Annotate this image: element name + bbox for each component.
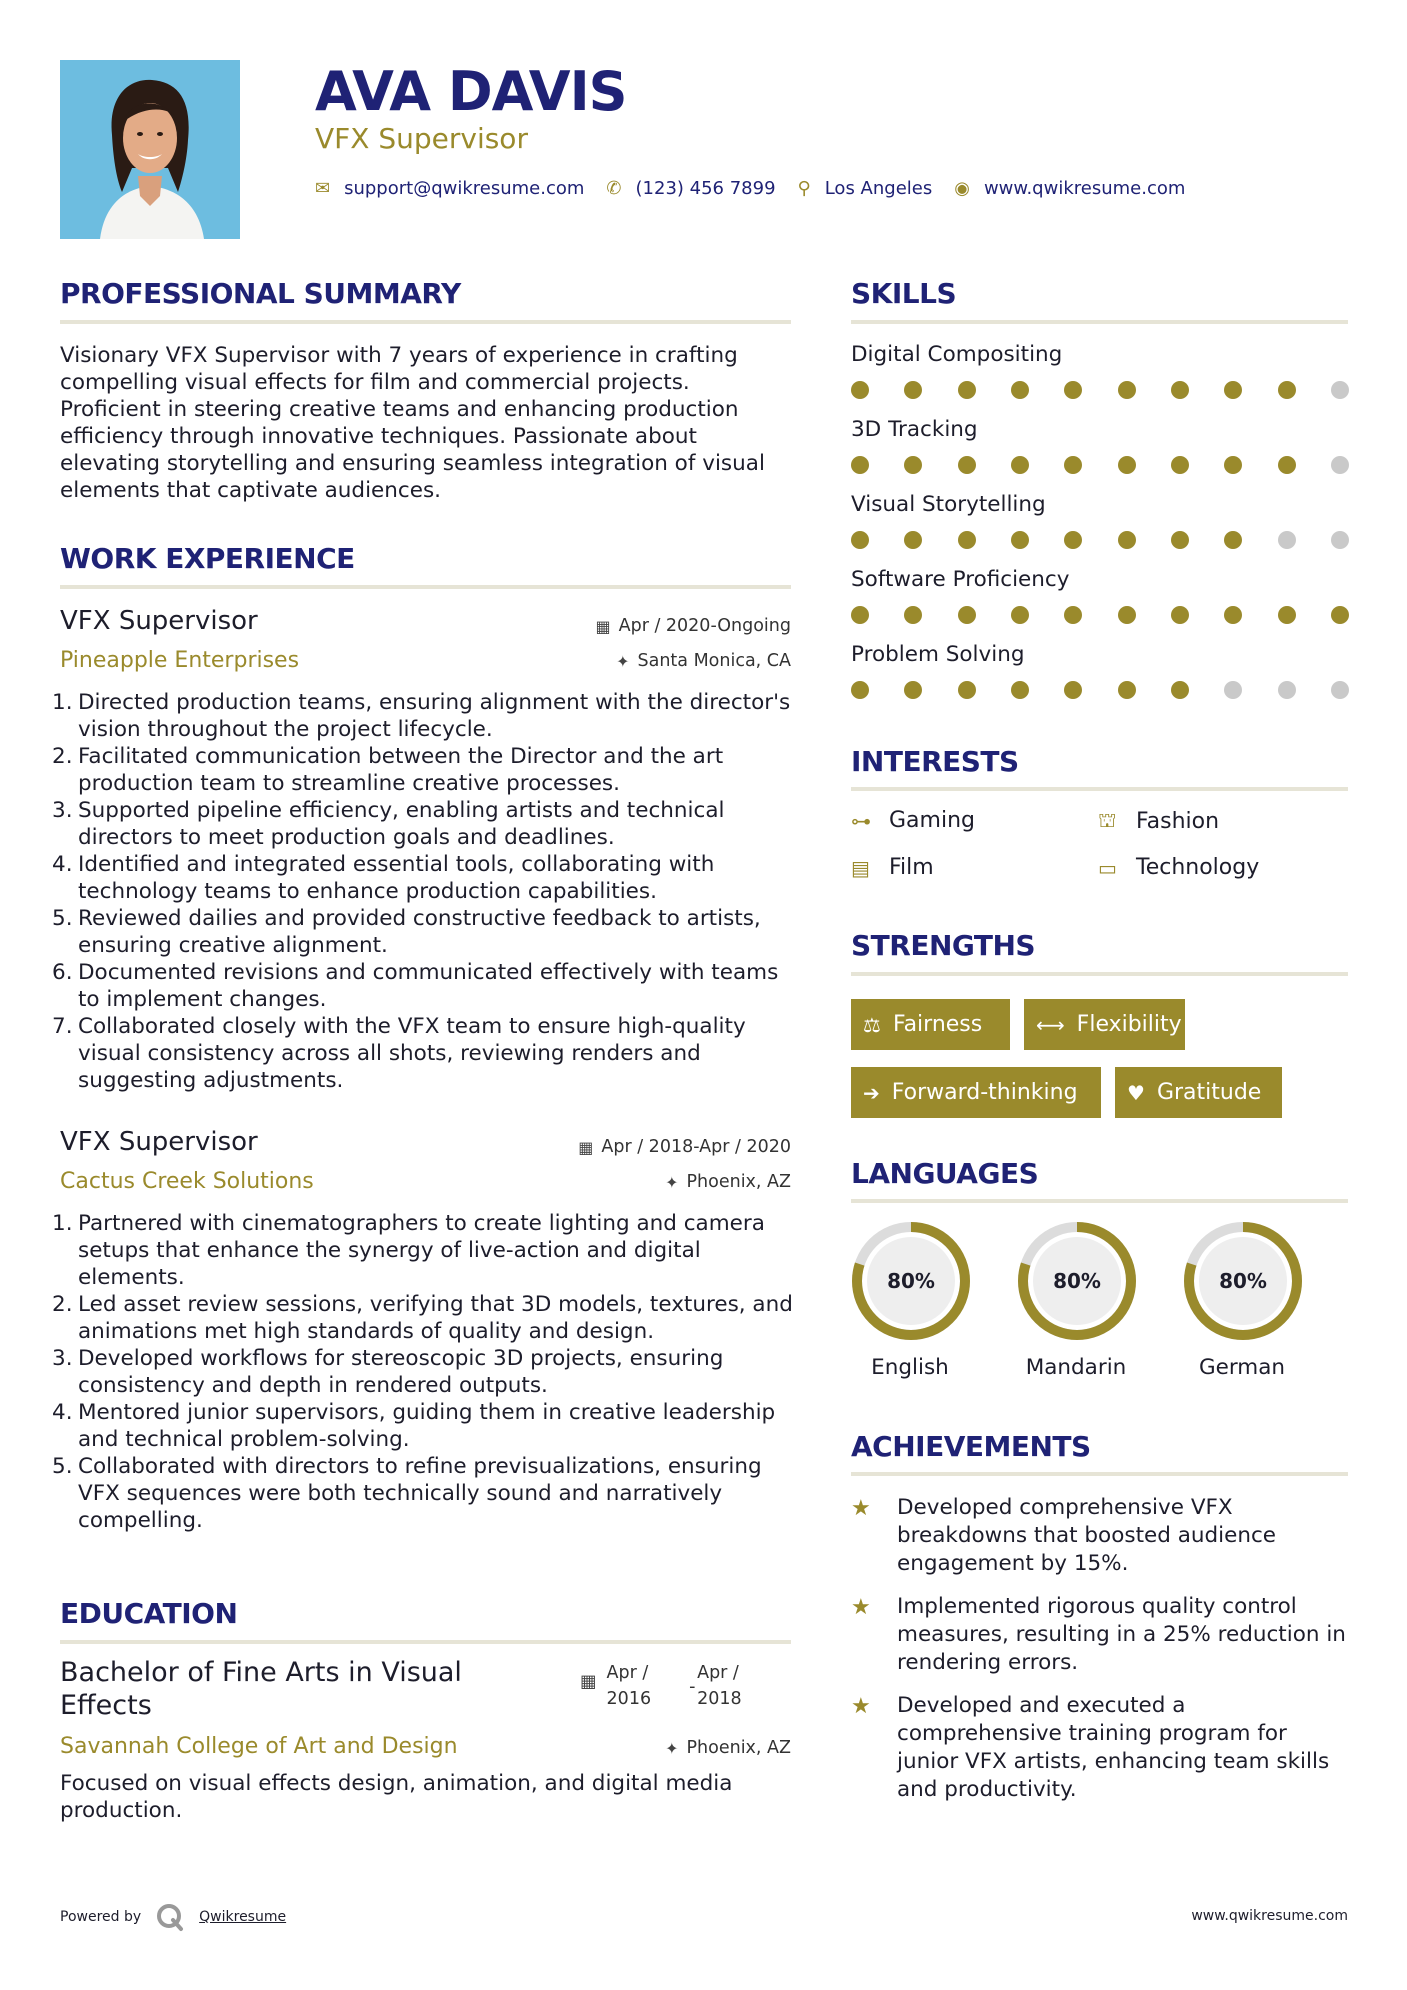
contact-location (798, 178, 933, 199)
qwikresume-logo-icon (155, 1902, 185, 1932)
rating-dot-filled (1278, 456, 1296, 474)
rating-dot-filled (1011, 381, 1029, 399)
language-name: German (1198, 1355, 1286, 1380)
interest-item (851, 855, 934, 880)
rating-dot-filled (1331, 606, 1349, 624)
list-item: Mentored junior supervisors, guiding them in creative leadership and technical problem-solving. (78, 1400, 776, 1452)
edu-end-month: Apr / (697, 1663, 739, 1683)
candidate-role: VFX Supervisor (315, 122, 528, 155)
list-item: Partnered with cinematographers to create lighting and camera setups that enhance the synergy of live-action and digital elements. (78, 1211, 765, 1290)
gauge-svg (1182, 1220, 1304, 1342)
interest-label: Fashion (1136, 809, 1220, 834)
strength-label: Fairness (892, 1012, 983, 1037)
rating-dot-empty (1331, 681, 1349, 699)
languages-heading: LANGUAGES (851, 1157, 1039, 1190)
scale-icon: ⚖ (863, 1012, 881, 1037)
contact-email[interactable] (315, 178, 584, 199)
strength-tag (1024, 999, 1185, 1050)
rating-dot-empty (1331, 381, 1349, 399)
phone-icon: ✆ (606, 178, 622, 199)
interests-heading: INTERESTS (851, 745, 1019, 778)
rating-dot-filled (904, 456, 922, 474)
rating-dot-filled (958, 606, 976, 624)
achievement-item (851, 1593, 1351, 1677)
rating-dot-filled (1171, 681, 1189, 699)
skill-rating (851, 531, 1349, 551)
contact-phone[interactable] (606, 178, 775, 199)
list-item: Documented revisions and communicated effectively with teams to implement changes. (78, 960, 779, 1012)
strengths-rule (851, 972, 1348, 976)
rating-dot-filled (1224, 606, 1242, 624)
skill-rating (851, 456, 1349, 476)
rating-dot-filled (1064, 681, 1082, 699)
star-icon: ★ (851, 1496, 871, 1521)
pin-icon: ✦ (616, 651, 630, 671)
film-icon: ▤ (851, 855, 870, 880)
rating-dot-filled (1278, 381, 1296, 399)
summary-heading: PROFESSIONAL SUMMARY (60, 277, 461, 310)
globe-icon: ◉ (954, 178, 970, 199)
rating-dot-filled (851, 381, 869, 399)
skill-name: Visual Storytelling (851, 492, 1046, 517)
skill-name: Software Proficiency (851, 567, 1070, 592)
rating-dot-filled (1171, 456, 1189, 474)
edu-description: Focused on visual effects design, animation, and digital media production. (60, 1771, 733, 1823)
gauge-label: 80% (1219, 1269, 1267, 1293)
contact-website[interactable] (954, 178, 1185, 199)
summary-text: Visionary VFX Supervisor with 7 years of experience in crafting compelling visual effects for film and commercial projects. Proficient in steering creative teams and enhancing production efficiency through innovative techniques. Passionate about elevating storytelling and ensuring seamless integration of visual elements that captivate audiences. (60, 343, 765, 503)
skill-name: 3D Tracking (851, 417, 978, 442)
edu-degree: Bachelor of Fine Arts in Visual Effects (60, 1657, 462, 1721)
job-dates (578, 1137, 791, 1157)
rating-dot-filled (1118, 606, 1136, 624)
rating-dot-filled (904, 531, 922, 549)
language-gauge (1182, 1220, 1304, 1346)
gamepad-icon: ⊶ (851, 808, 871, 833)
brand-link[interactable]: Qwikresume (199, 1909, 287, 1925)
arrows-icon: ⟷ (1036, 1012, 1065, 1037)
job-title: VFX Supervisor (60, 1127, 258, 1157)
interest-item (851, 808, 975, 833)
list-item: Facilitated communication between the Director and the art production team to streamline creative processes. (78, 744, 724, 796)
rating-dot-filled (1064, 456, 1082, 474)
rating-dot-filled (1064, 531, 1082, 549)
edu-school: Savannah College of Art and Design (60, 1734, 458, 1759)
calendar-icon: ▦ (578, 1137, 594, 1157)
interest-label: Technology (1136, 855, 1260, 880)
language-name: English (871, 1355, 949, 1380)
rating-dot-filled (958, 681, 976, 699)
achievements-rule (851, 1472, 1348, 1476)
list-item: Led asset review sessions, verifying that 3D models, textures, and animations met high standards of quality and design. (78, 1292, 793, 1344)
achievement-item (851, 1494, 1351, 1578)
skill-rating (851, 381, 1349, 401)
rating-dot-empty (1278, 531, 1296, 549)
rating-dot-filled (958, 381, 976, 399)
gauge-label: 80% (887, 1269, 935, 1293)
rating-dot-filled (1011, 606, 1029, 624)
edu-location-text: Phoenix, AZ (686, 1738, 791, 1758)
profile-photo (60, 60, 240, 239)
footer-website[interactable]: www.qwikresume.com (1191, 1908, 1348, 1924)
job-location (665, 1172, 791, 1192)
list-item: Collaborated closely with the VFX team to ensure high-quality visual consistency across all shots, reviewing renders and suggesting adjustments. (78, 1014, 746, 1093)
location-text: Los Angeles (824, 178, 933, 199)
pin-icon: ✦ (665, 1738, 679, 1758)
list-item: Supported pipeline efficiency, enabling artists and technical directors to meet production goals and deadlines. (78, 798, 725, 850)
rating-dot-filled (904, 606, 922, 624)
interest-label: Gaming (889, 808, 975, 833)
rating-dot-filled (1064, 606, 1082, 624)
achievements-heading: ACHIEVEMENTS (851, 1430, 1091, 1463)
skill-name: Problem Solving (851, 642, 1025, 667)
gauge-svg (850, 1220, 972, 1342)
rating-dot-filled (958, 456, 976, 474)
interests-rule (851, 787, 1348, 791)
gauge-label: 80% (1053, 1269, 1101, 1293)
rating-dot-filled (904, 381, 922, 399)
rating-dot-filled (904, 681, 922, 699)
job-location (616, 651, 791, 671)
website-text[interactable]: www.qwikresume.com (983, 178, 1186, 199)
edu-location (665, 1738, 791, 1758)
education-rule (60, 1640, 791, 1644)
achievement-text: Developed comprehensive VFX breakdowns that boosted audience engagement by 15%. (897, 1495, 1277, 1576)
languages-rule (851, 1199, 1348, 1203)
strength-tag (851, 1067, 1101, 1118)
rating-dot-filled (1278, 606, 1296, 624)
skill-rating (851, 606, 1349, 626)
job-duties (60, 689, 795, 1094)
rating-dot-filled (1224, 381, 1242, 399)
education-heading: EDUCATION (60, 1597, 238, 1630)
interest-item (1098, 808, 1219, 835)
map-pin-icon: ⚲ (797, 178, 811, 199)
rating-dot-filled (1011, 456, 1029, 474)
job-duties (60, 1210, 795, 1534)
rating-dot-filled (1171, 381, 1189, 399)
edu-end-year: 2018 (697, 1689, 742, 1709)
envelope-icon: ✉ (315, 178, 331, 199)
rating-dot-filled (851, 606, 869, 624)
strength-label: Gratitude (1156, 1080, 1262, 1105)
experience-rule (60, 585, 791, 589)
strength-label: Forward-thinking (891, 1080, 1078, 1105)
skill-rating (851, 681, 1349, 701)
email-text[interactable]: support@qwikresume.com (344, 178, 585, 199)
strength-label: Flexibility (1076, 1012, 1182, 1037)
interest-label: Film (889, 855, 934, 880)
rating-dot-filled (851, 681, 869, 699)
list-item: Developed workflows for stereoscopic 3D projects, ensuring consistency and depth in rendered outputs. (78, 1346, 724, 1398)
rating-dot-filled (1011, 681, 1029, 699)
rating-dot-empty (1224, 681, 1242, 699)
interest-item (1098, 855, 1259, 880)
calendar-icon: ▦ (580, 1672, 597, 1692)
skills-rule (851, 320, 1348, 324)
footer-powered (60, 1902, 286, 1932)
job-title: VFX Supervisor (60, 606, 258, 636)
job-dates-text: Apr / 2020-Ongoing (618, 616, 791, 636)
edu-start-year: 2016 (606, 1689, 652, 1709)
rating-dot-filled (1171, 531, 1189, 549)
calendar-icon: ▦ (595, 616, 611, 636)
contact-bar (315, 178, 1207, 199)
rating-dot-filled (1224, 531, 1242, 549)
rating-dot-filled (1118, 681, 1136, 699)
rating-dot-empty (1331, 456, 1349, 474)
experience-heading: WORK EXPERIENCE (60, 542, 355, 575)
phone-text[interactable]: (123) 456 7899 (635, 178, 776, 199)
laptop-icon: ▭ (1098, 855, 1117, 880)
job-location-text: Phoenix, AZ (686, 1172, 791, 1192)
rating-dot-filled (1118, 381, 1136, 399)
achievement-text: Developed and executed a comprehensive training program for junior VFX artists, enhancing team skills and productivity. (897, 1693, 1330, 1802)
skills-heading: SKILLS (851, 277, 957, 310)
rating-dot-empty (1331, 531, 1349, 549)
rating-dot-filled (851, 456, 869, 474)
star-icon: ★ (851, 1694, 871, 1719)
rating-dot-filled (1118, 456, 1136, 474)
rating-dot-filled (1118, 531, 1136, 549)
job-company: Pineapple Enterprises (60, 648, 300, 673)
rating-dot-filled (958, 531, 976, 549)
powered-by-text: Powered by (60, 1909, 142, 1925)
rating-dot-filled (1171, 606, 1189, 624)
heart-icon: ♥ (1127, 1080, 1145, 1105)
summary-rule (60, 320, 791, 324)
rating-dot-filled (1224, 456, 1242, 474)
candidate-name: AVA DAVIS (315, 60, 627, 123)
skill-name: Digital Compositing (851, 342, 1063, 367)
star-icon: ★ (851, 1595, 871, 1620)
strength-tag (1115, 1067, 1282, 1118)
gauge-svg (1016, 1220, 1138, 1342)
list-item: Identified and integrated essential tools, collaborating with technology teams to enhance production capabilities. (78, 852, 715, 904)
strengths-heading: STRENGTHS (851, 929, 1036, 962)
language-name: Mandarin (1025, 1355, 1127, 1380)
strength-tag (851, 999, 1010, 1050)
achievement-text: Implemented rigorous quality control measures, resulting in a 25% reduction in rendering errors. (897, 1594, 1346, 1675)
list-item: Reviewed dailies and provided constructive feedback to artists, ensuring creative alignment. (78, 906, 761, 958)
arrow-right-icon: ➔ (863, 1080, 880, 1105)
edu-date-separator: - (689, 1677, 696, 1697)
rating-dot-filled (1064, 381, 1082, 399)
edu-start-month: Apr / (606, 1663, 649, 1683)
job-dates-text: Apr / 2018-Apr / 2020 (601, 1137, 791, 1157)
list-item: Collaborated with directors to refine previsualizations, ensuring VFX sequences were both technically sound and narratively compelling. (78, 1454, 762, 1533)
job-dates (595, 616, 791, 636)
edu-dates (580, 1660, 742, 1712)
achievement-item (851, 1692, 1351, 1804)
language-gauge (1016, 1220, 1138, 1346)
rating-dot-filled (851, 531, 869, 549)
language-gauge (850, 1220, 972, 1346)
list-item: Directed production teams, ensuring alignment with the director's vision throughout the project lifecycle. (78, 690, 791, 742)
job-company: Cactus Creek Solutions (60, 1169, 314, 1194)
bag-icon: ⛫ (1098, 808, 1117, 832)
rating-dot-empty (1278, 681, 1296, 699)
pin-icon: ✦ (665, 1172, 679, 1192)
rating-dot-filled (1011, 531, 1029, 549)
job-location-text: Santa Monica, CA (637, 651, 791, 671)
